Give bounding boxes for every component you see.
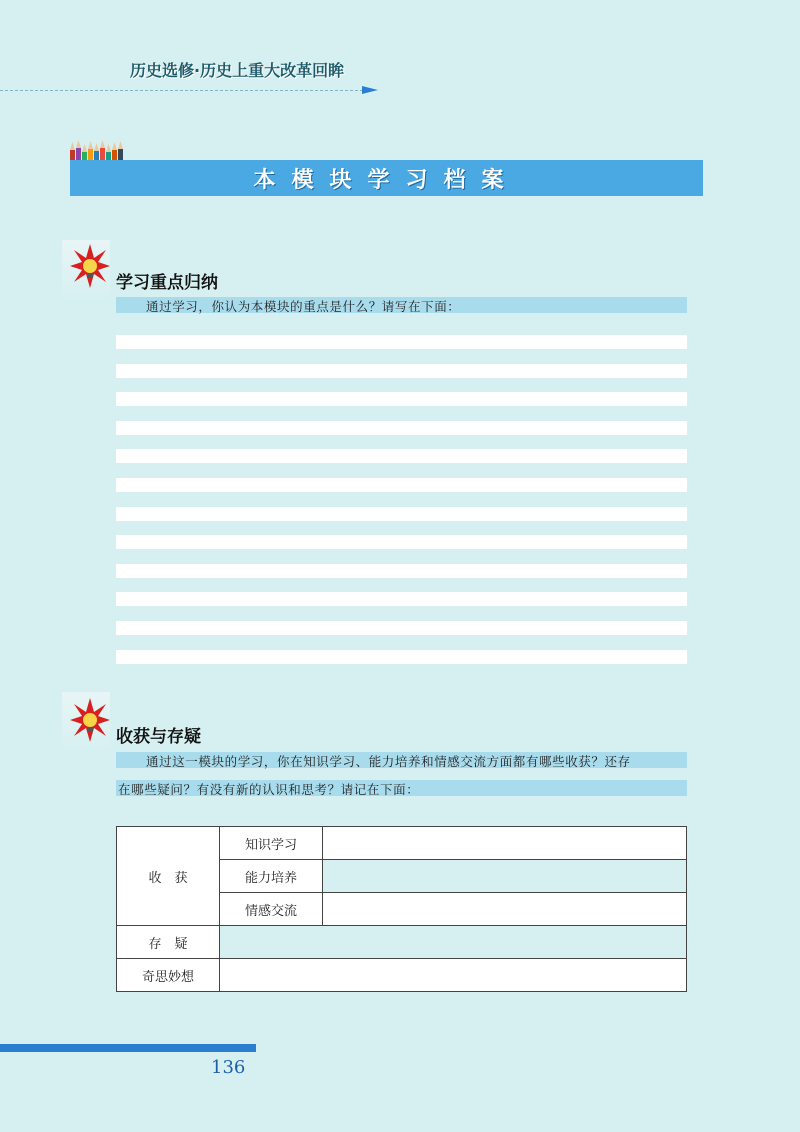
section1-prompt: 通过学习，你认为本模块的重点是什么？请写在下面： <box>146 299 461 314</box>
table-row <box>117 827 687 860</box>
module-banner <box>70 160 703 196</box>
writing-line[interactable] <box>116 507 687 521</box>
writing-line[interactable] <box>116 449 687 463</box>
answer-cell[interactable] <box>323 860 687 893</box>
header-arrow-icon <box>362 86 378 94</box>
writing-line[interactable] <box>116 650 687 664</box>
harvest-table <box>116 826 687 992</box>
row-label: 情感交流 <box>220 893 323 926</box>
answer-cell[interactable] <box>220 959 687 992</box>
section2-prompt-line2: 在哪些疑问？有没有新的认识和思考？请记在下面： <box>118 782 420 797</box>
section-heading-harvest: 收获与存疑 <box>116 727 201 747</box>
lightbulb-burst-icon <box>70 698 110 746</box>
footer-bar <box>0 1044 256 1052</box>
row-label: 知识学习 <box>220 827 323 860</box>
answer-cell[interactable] <box>323 893 687 926</box>
writing-line[interactable] <box>116 564 687 578</box>
lightbulb-burst-icon <box>70 244 110 292</box>
answer-cell[interactable] <box>220 926 687 959</box>
doubt-label: 存 疑 <box>117 926 220 959</box>
harvest-label: 收 获 <box>117 827 220 926</box>
writing-line[interactable] <box>116 592 687 606</box>
page-number: 136 <box>211 1057 246 1078</box>
idea-label: 奇思妙想 <box>117 959 220 992</box>
header-rule <box>0 90 368 91</box>
writing-line[interactable] <box>116 421 687 435</box>
banner-title: 本模块学习档案 <box>253 167 520 193</box>
header-title: 历史选修·历史上重大改革回眸 <box>130 61 345 80</box>
writing-line[interactable] <box>116 335 687 349</box>
answer-cell[interactable] <box>323 827 687 860</box>
writing-line[interactable] <box>116 535 687 549</box>
table-row <box>117 959 687 992</box>
writing-line[interactable] <box>116 621 687 635</box>
section-heading-focus: 学习重点归纳 <box>116 273 218 293</box>
writing-line[interactable] <box>116 364 687 378</box>
writing-line[interactable] <box>116 478 687 492</box>
section2-prompt-line1: 通过这一模块的学习，你在知识学习、能力培养和情感交流方面都有哪些收获？还存 <box>146 754 631 769</box>
writing-line[interactable] <box>116 392 687 406</box>
table-row <box>117 926 687 959</box>
row-label: 能力培养 <box>220 860 323 893</box>
